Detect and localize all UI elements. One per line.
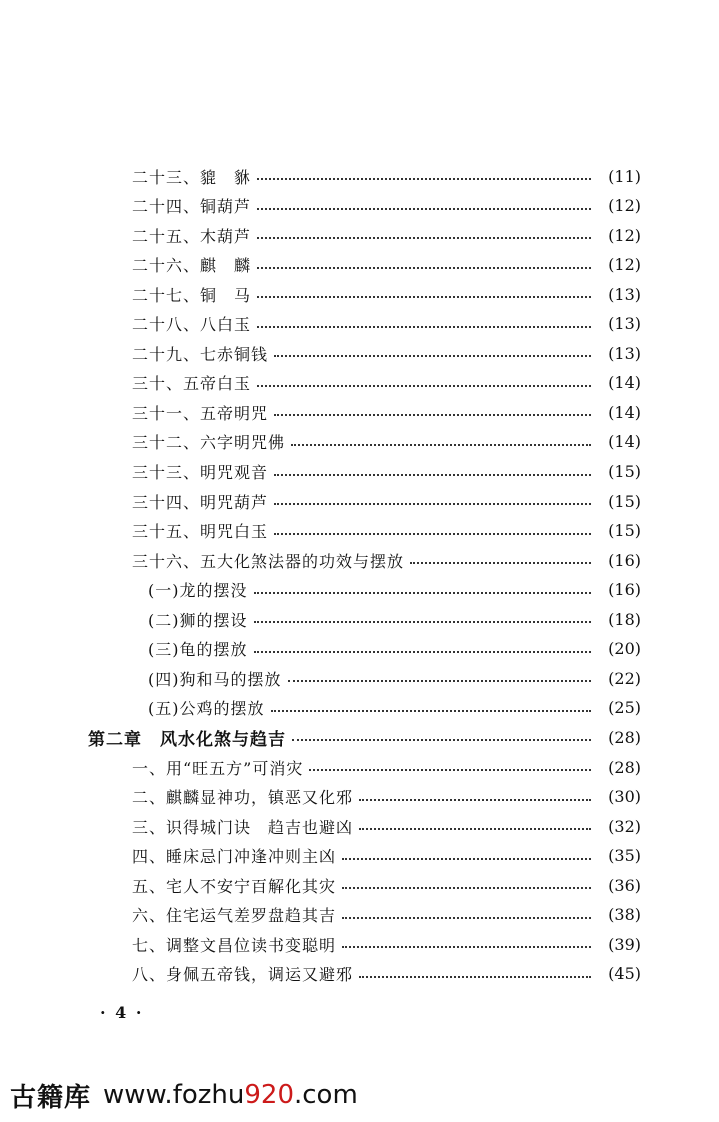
footer-url[interactable]: www.fozhu920.com (103, 1080, 358, 1110)
toc-entry-label: (五)公鸡的摆放 (148, 699, 265, 719)
toc-entry-label: 二十五、木葫芦 (132, 226, 252, 246)
toc-leader-dots (257, 324, 591, 328)
toc-entry-label: 三十四、明咒葫芦 (132, 492, 269, 512)
toc-leader-dots (359, 974, 591, 978)
toc-entry (0, 634, 719, 664)
toc-leader-dots (288, 678, 592, 682)
toc-entry-label: 三十六、五大化煞法器的功效与摆放 (132, 551, 405, 571)
toc-leader-dots (257, 383, 591, 387)
toc-entry-page: (15) (608, 491, 641, 511)
toc-entry-page: (39) (608, 934, 641, 954)
toc-entry (0, 693, 719, 723)
toc-entry-label: 三十二、六字明咒佛 (132, 433, 286, 453)
toc-entry-page: (16) (608, 580, 641, 600)
toc-leader-dots (274, 501, 591, 505)
toc-entry (0, 663, 719, 693)
toc-entry (0, 811, 719, 841)
toc-leader-dots (254, 590, 592, 594)
toc-entry-page: (13) (608, 343, 641, 363)
toc-entry-page: (35) (608, 846, 641, 866)
toc-entry (0, 782, 719, 812)
toc-entry-label: 二十八、八白玉 (132, 315, 252, 335)
toc-entry-page: (25) (608, 698, 641, 718)
toc-entry-page: (14) (608, 432, 641, 452)
toc-entry (0, 604, 719, 634)
toc-leader-dots (257, 294, 591, 298)
toc-entry-label: 二十九、七赤铜钱 (132, 344, 269, 364)
page-number: · 4 · (100, 1003, 144, 1022)
toc-entry (0, 397, 719, 427)
toc-leader-dots (359, 797, 591, 801)
toc-entry (0, 900, 719, 930)
footer-brand: 古籍库 (10, 1082, 92, 1113)
toc-entry-label: 二十七、铜 马 (132, 285, 252, 305)
toc-entry-label: 二十四、铜葫芦 (132, 197, 252, 217)
toc-entry-page: (22) (608, 668, 641, 688)
toc-entry (0, 279, 719, 309)
toc-leader-dots (254, 619, 592, 623)
toc-chapter-heading (0, 722, 719, 752)
toc-entry-page: (12) (608, 255, 641, 275)
toc-entry-page: (15) (608, 462, 641, 481)
toc-entry-page: (45) (608, 964, 641, 984)
toc-entry (0, 870, 719, 900)
toc-entry (0, 250, 719, 280)
toc-entry-label: 三十、五帝白玉 (132, 374, 252, 394)
toc-entry-label: 一、用“旺五方”可消灾 (132, 758, 304, 778)
toc-entry-page: (12) (608, 196, 641, 216)
toc-entry (0, 959, 719, 989)
toc-entry-label: 七、调整文昌位读书变聪明 (132, 935, 337, 955)
toc-entry (0, 929, 719, 959)
toc-entry (0, 752, 719, 782)
toc-entry (0, 575, 719, 605)
toc-entry (0, 516, 719, 546)
toc-entry-page: (36) (608, 875, 641, 895)
toc-leader-dots (342, 856, 591, 860)
toc-entry (0, 368, 719, 398)
toc-entry (0, 457, 719, 487)
toc-entry (0, 338, 719, 368)
toc-entry (0, 161, 719, 191)
toc-leader-dots (309, 767, 591, 771)
toc-leader-dots (410, 560, 591, 564)
toc-entry-page: (14) (608, 373, 641, 393)
toc-entry-label: 二十六、麒 麟 (132, 256, 252, 276)
toc-entry (0, 191, 719, 221)
toc-leader-dots (274, 412, 591, 416)
toc-entry (0, 220, 719, 250)
toc-entry-label: (二)狮的摆设 (148, 610, 248, 630)
toc-leader-dots (257, 265, 591, 269)
toc-entry (0, 427, 719, 457)
toc-leader-dots (257, 176, 591, 180)
toc-entry-page: (13) (608, 314, 641, 334)
toc-entry-label: 三十五、明咒白玉 (132, 522, 269, 542)
toc-leader-dots (359, 826, 591, 830)
toc-leader-dots (271, 708, 592, 712)
toc-entry (0, 841, 719, 871)
toc-leader-dots (292, 737, 591, 741)
toc-leader-dots (274, 353, 591, 357)
toc-entry-page: (20) (608, 639, 641, 659)
toc-entry-label: (四)狗和马的摆放 (148, 669, 282, 689)
watermark-footer (0, 1075, 719, 1115)
toc-leader-dots (342, 885, 591, 889)
toc-leader-dots (254, 649, 592, 653)
toc-entry-page: (12) (608, 225, 641, 245)
toc-entry-label: (三)龟的摆放 (148, 640, 248, 660)
toc-entry-page: (11) (608, 166, 641, 186)
toc-entry-label: 五、宅人不安宁百解化其灾 (132, 876, 337, 896)
toc-entry-page: (28) (608, 757, 641, 777)
toc-entry-label: 六、住宅运气差罗盘趋其吉 (132, 906, 337, 926)
toc-entry-label: 四、睡床忌门冲逢冲则主凶 (132, 847, 337, 867)
toc-entry-label: (一)龙的摆没 (148, 581, 248, 601)
toc-leader-dots (257, 235, 591, 239)
toc-entry-label: 二、麒麟显神功，镇恶又化邪 (132, 788, 354, 808)
toc-entry-label: 三十三、明咒观音 (132, 463, 269, 482)
toc-entry-page: (15) (608, 521, 641, 541)
toc-entry-page: (30) (608, 787, 641, 807)
toc-entry-page: (16) (608, 550, 641, 570)
toc-entry (0, 486, 719, 516)
toc-entry-page: (18) (608, 609, 641, 629)
toc-entry-page: (28) (608, 727, 641, 747)
toc-entry-page: (14) (608, 402, 641, 422)
toc-entry-page: (13) (608, 284, 641, 304)
toc-entry-label: 三、识得城门诀 趋吉也避凶 (132, 817, 354, 837)
toc-leader-dots (257, 206, 591, 210)
toc-entry (0, 545, 719, 575)
toc-entry-label: 三十一、五帝明咒 (132, 403, 269, 423)
toc-entry (0, 309, 719, 339)
toc-entry-page: (32) (608, 816, 641, 836)
toc-entry-label: 第二章 风水化煞与趋吉 (88, 729, 286, 750)
toc-entry-page: (38) (608, 905, 641, 925)
toc-leader-dots (291, 442, 591, 446)
toc-entry-label: 八、身佩五帝钱，调运又避邪 (132, 965, 354, 985)
toc-leader-dots (342, 915, 591, 919)
toc-leader-dots (274, 531, 591, 535)
toc-leader-dots (342, 944, 591, 948)
toc-leader-dots (274, 472, 591, 476)
toc-entry-label: 二十三、貔 貅 (132, 167, 252, 187)
